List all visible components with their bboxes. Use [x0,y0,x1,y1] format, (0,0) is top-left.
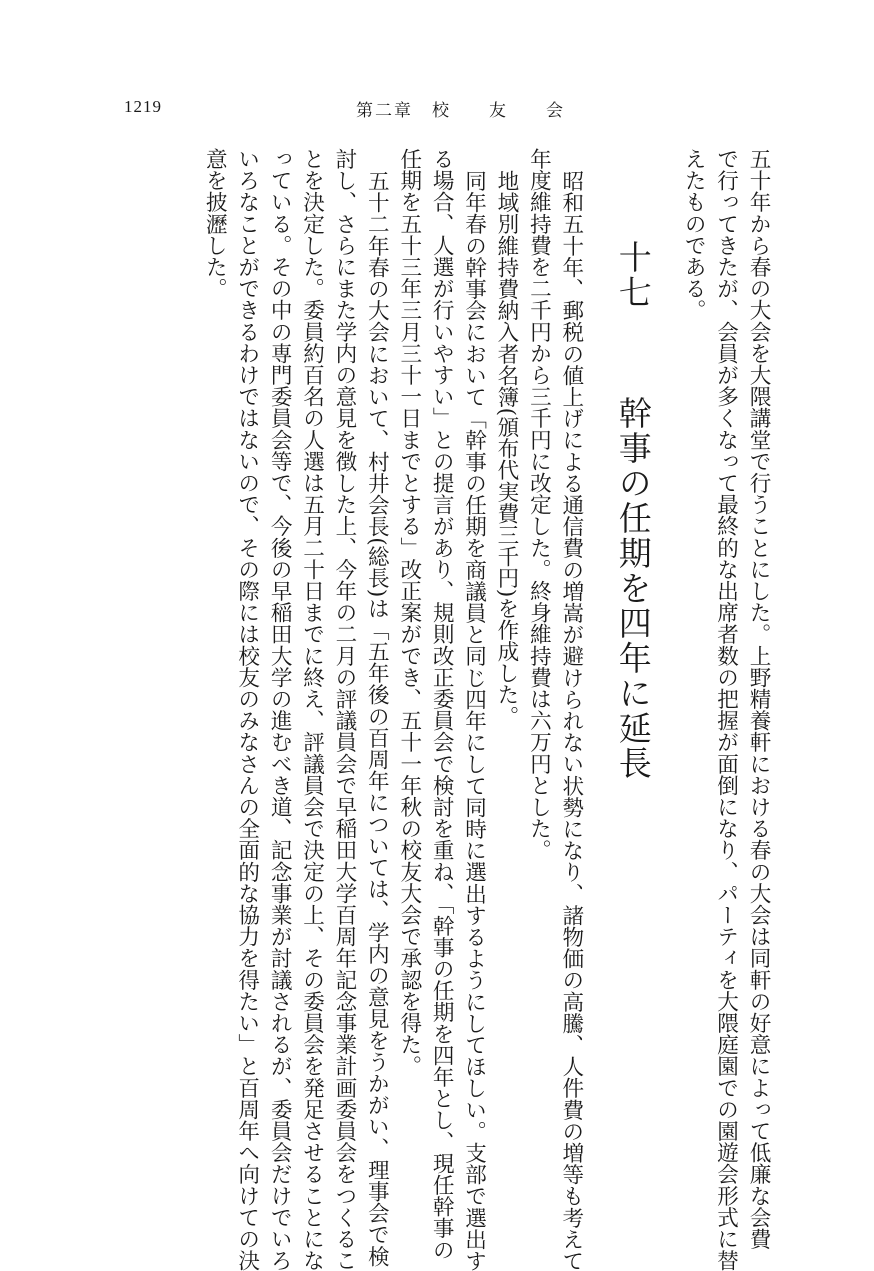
paragraph-5-line-4: っている。その中の専門委員会等で、今後の早稲田大学の進むべき道、記念事業が討議されるが、委員会だけでいろ [267,148,293,1271]
paragraph-5-line-5: いろなことができるわけではないので、その際には校友のみなさんの全面的な協力を得たい」と百周年へ向けての決 [234,148,260,1271]
section-number: 十七 [613,240,653,310]
paragraph-1-line-1: 五十年から春の大会を大隈講堂で行うことにした。上野精養軒における春の大会は同軒の好意によって低廉な会費 [746,148,771,1250]
paragraph-5-line-6: 意を披瀝した。 [202,148,228,300]
paragraph-2-line-2: 年度維持費を二千円から三千円に改定した。終身維持費は六万円とした。 [526,148,552,861]
section-heading [587,148,677,1098]
paragraph-4-line-1: 同年春の幹事会において「幹事の任期を商議員と同じ四年にして同時に選出するようにしてほしい。支部で選出す [461,169,487,1271]
paragraph-4-line-3: 任期を五十三年三月三十一日までとする」改正案ができ、五十一年秋の校友大会で承認を得た。 [396,148,422,1077]
paragraph-2-line-1: 昭和五十年、郵税の値上げによる通信費の増嵩が避けられない状勢になり、諸物価の高騰、人件費の増等も考えて [558,169,584,1271]
paragraph-4-line-2: る場合、人選が行いやすい」との提言があり、規則改正委員会で検討を重ね、「幹事の任期を四年とし、現任幹事の [429,148,455,1261]
running-head: 第二章 校 友 会 [356,101,565,121]
paragraph-5-line-2: 討し、さらにまた学内の意見を徴した上、今年の二月の評議員会で早稲田大学百周年記念事業計画委員会をつくるこ [331,148,357,1271]
paragraph-5-line-1: 五十二年春の大会において、村井会長(総長)は「五年後の百周年については、学内の意見をうかがい、理事会で検 [364,169,390,1267]
body-text [198,148,774,1271]
paragraph-3: 地域別維持費納入者名簿(頒布代実費三千円)を作成した。 [493,169,519,727]
paragraph-1-line-3: えたものである。 [681,148,707,321]
paragraph-5-line-3: とを決定した。委員約百名の人選は五月二十日までに終え、評議員会で決定の上、その委員会を発足させることにな [299,148,325,1271]
section-title: 幹事の任期を四年に延長 [613,395,653,781]
page-number: 1219 [124,97,162,116]
paragraph-1-line-2: で行ってきたが、会員が多くなって最終的な出席者数の把握が面倒になり、パーティを大隈庭園での園遊会形式に替 [713,148,739,1271]
